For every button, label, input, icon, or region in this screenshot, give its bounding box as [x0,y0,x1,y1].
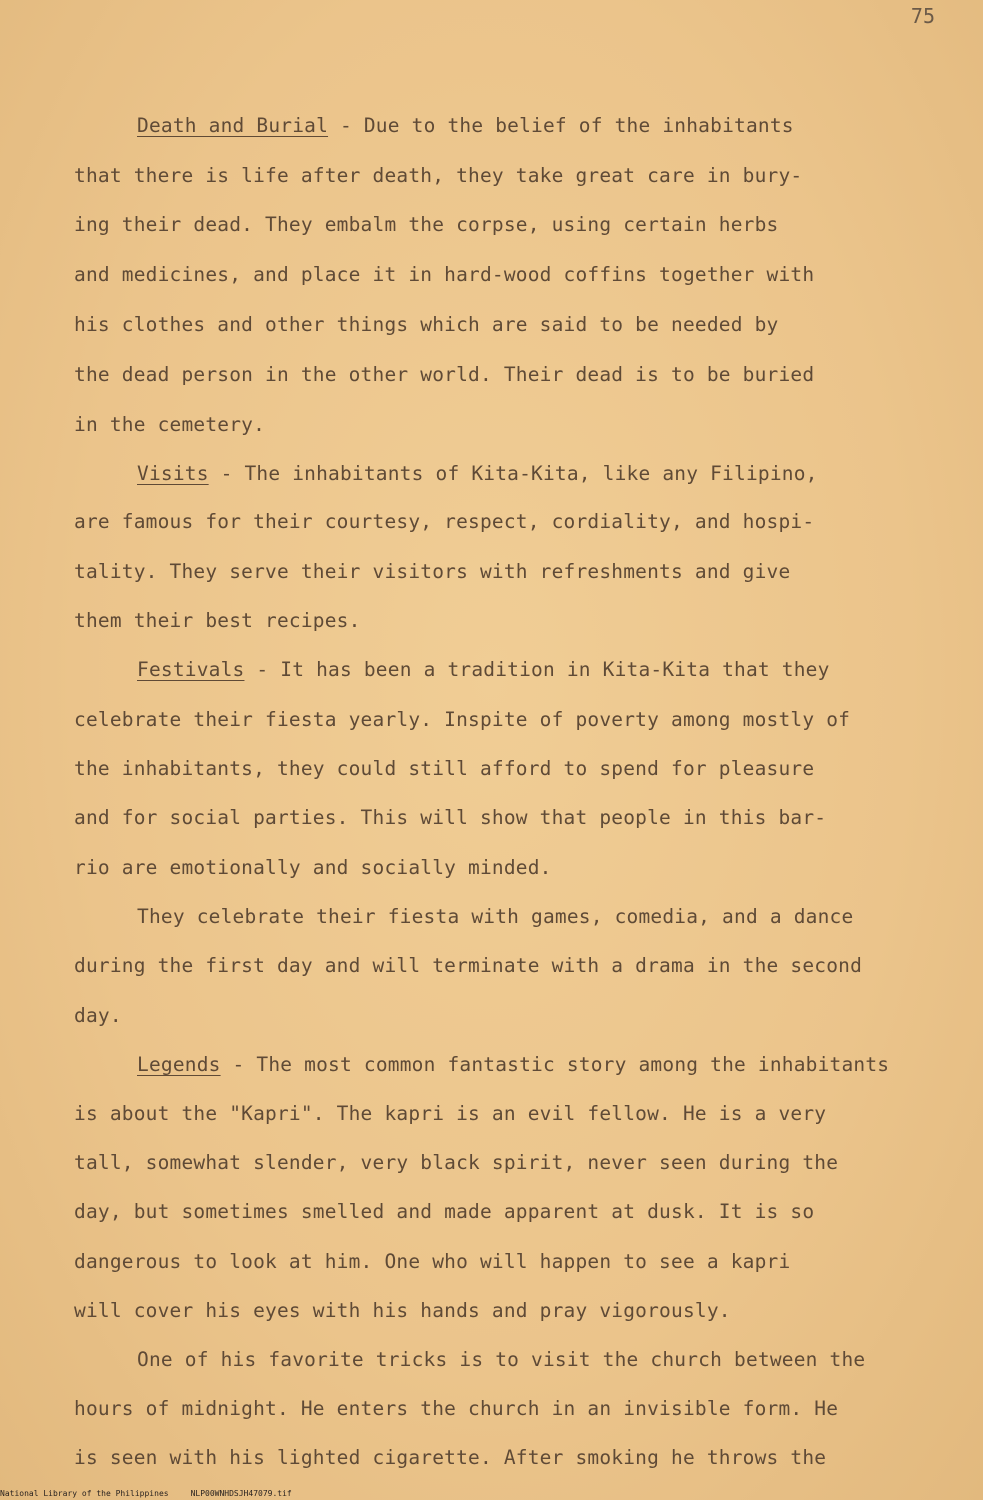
text-line: will cover his eyes with his hands and pray vigorously. [74,1299,731,1322]
text-line: in the cemetery. [74,413,266,436]
text-line: are famous for their courtesy, respect, cordiality, and hospi- [74,510,815,533]
text-line: hours of midnight. He enters the church in an invisible form. He [74,1397,839,1420]
page-number: 75 [910,4,935,28]
text-line: - The inhabitants of Kita-Kita, like any Filipino, [208,462,818,485]
text-line: tall, somewhat slender, very black spirit, never seen during the [74,1151,839,1174]
festivals-heading: Festivals [137,658,245,681]
text-line: tality. They serve their visitors with refreshments and give [74,560,791,583]
death-burial-heading: Death and Burial [137,114,329,137]
text-line: day. [74,1004,122,1027]
scan-footer [0,1489,983,1498]
text-line: - The most common fantastic story among the inhabitants [220,1053,890,1076]
festivals-first-line [137,658,830,682]
text-line: and for social parties. This will show that people in this bar- [74,806,827,829]
text-line: celebrate their fiesta yearly. Inspite of poverty among mostly of [74,708,851,731]
visits-heading: Visits [137,462,209,485]
text-line: dangerous to look at him. One who will happen to see a kapri [74,1250,791,1273]
text-line: the inhabitants, they could still afford to spend for pleasure [74,757,815,780]
legends-heading: Legends [137,1053,221,1076]
text-line: during the first day and will terminate with a drama in the second [74,954,863,977]
text-line: his clothes and other things which are said to be needed by [74,313,779,336]
text-line: them their best recipes. [74,609,361,632]
text-line: - It has been a tradition in Kita-Kita that they [244,658,830,681]
text-line: ing their dead. They embalm the corpse, using certain herbs [74,213,779,236]
visits-first-line [137,462,818,486]
text-line: day, but sometimes smelled and made apparent at dusk. It is so [74,1200,815,1223]
text-line: is about the "Kapri". The kapri is an evil fellow. He is a very [74,1102,827,1125]
text-line: - Due to the belief of the inhabitants [328,114,794,137]
text-line: rio are emotionally and socially minded. [74,856,552,879]
footer-library: National Library of the Philippines [0,1489,169,1498]
text-line: the dead person in the other world. Their dead is to be buried [74,363,815,386]
text-line: is seen with his lighted cigarette. After smoking he throws the [74,1446,827,1469]
text-line: They celebrate their fiesta with games, comedia, and a dance [137,905,854,928]
death-burial-first-line [137,114,794,138]
text-line: One of his favorite tricks is to visit the church between the [137,1348,866,1371]
footer-file: NLP00WNHDSJH47079.tif [190,1489,292,1498]
text-line: that there is life after death, they take great care in bury- [74,164,803,187]
text-line: and medicines, and place it in hard-wood coffins together with [74,263,815,286]
legends-first-line [137,1053,889,1077]
